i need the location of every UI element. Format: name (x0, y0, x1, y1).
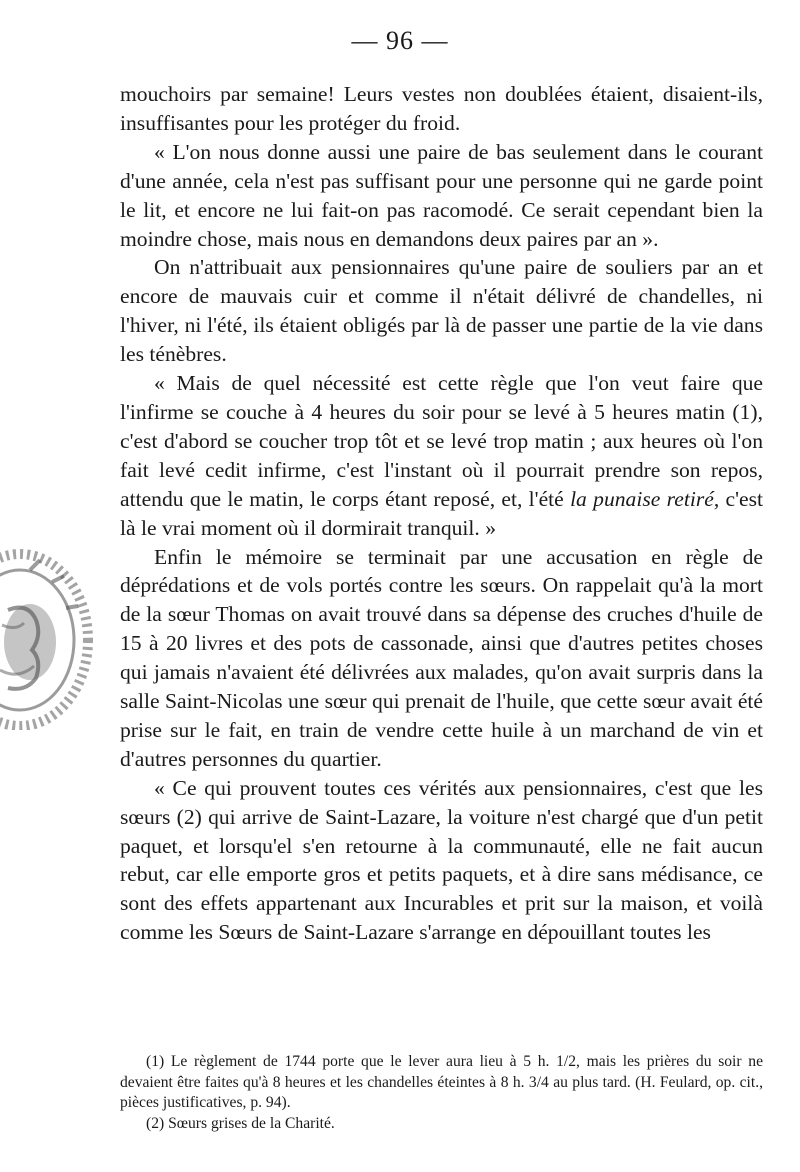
footnotes (120, 1052, 763, 1134)
paragraph-1: mouchoirs par semaine! Leurs vestes non doublées étaient, disaient-ils, insuffisantes pour les protéger du froid. (120, 82, 763, 135)
paragraph-4 (120, 369, 763, 542)
paragraph-4-italic: la punaise retiré (570, 486, 714, 511)
main-text (120, 80, 763, 947)
library-stamp-icon (0, 530, 100, 730)
paragraph-4-part-2: , c'est là le vrai moment où il dormirait tranquil. » (120, 486, 763, 540)
footnote-2: (2) Sœurs grises de la Charité. (146, 1114, 335, 1132)
paragraph-3: On n'attribuait aux pensionnaires qu'une paire de souliers par an et encore de mauvais cuir et comme il n'était délivré de chandelles, ni l'hiver, ni l'été, ils étaient obligés par là de passer une partie de la vie dans les ténèbres. (120, 255, 763, 367)
page-number: — 96 — (351, 26, 449, 55)
paragraph-5: Enfin le mémoire se terminait par une accusation en règle de déprédations et de vols portés contre les sœurs. On rappelait qu'à la mort de la sœur Thomas on avait trouvé dans sa dépense des cruches d'huile de 15 à 20 livres et des pots de cassonade, ainsi que d'autres petites choses qui jamais n'avaient été délivrées aux malades, qu'on avait surpris dans la salle Saint-Nicolas une sœur qui prenait de l'huile, que cette sœur avait été prise sur le fait, en train de vendre cette huile à un marchand de vin et d'autres personnes du quartier. (120, 544, 763, 771)
paragraph-4-part-1: « Mais de quel nécessité est cette règle que l'on veut faire que l'infirme se couche à 4 heures du soir pour se levé à 5 heures matin (1), c'est d'abord se coucher trop tôt et se levé trop matin ; aux heures où l'on fait levé cedit infirme, c'est l'instant où il pourrait prendre son repos, attendu que le matin, le corps étant reposé, et, l'été (120, 371, 763, 511)
paragraph-6: « Ce qui prouvent toutes ces vérités aux pensionnaires, c'est que les sœurs (2) qui arrive de Saint-Lazare, la voiture n'est chargé que d'un petit paquet, et lorsqu'el s'en retourne à la communauté, elle ne fait aucun rebut, car elle emporte gros et petits paquets, et à dire sans médisance, ce sont des effets appartenant aux Incurables et prit sur la maison, et voilà comme les Sœurs de Saint-Lazare s'arrange en dépouillant toutes les (120, 775, 763, 945)
paragraph-2: « L'on nous donne aussi une paire de bas seulement dans le courant d'une année, cela n'est pas suffisant pour une personne qui ne garde point le lit, et encore ne lui fait-on pas racomodé. Ce serait cependant bien la moindre chose, mais nous en demandons deux paires par an ». (120, 139, 763, 251)
footnote-1: (1) Le règlement de 1744 porte que le lever aura lieu à 5 h. 1/2, mais les prières du soir ne devaient être faites qu'à 8 heures et les chandelles éteintes à 8 h. 3/4 au plus tard. (H. Feulard, op. cit., pièces justificatives, p. 94). (120, 1053, 763, 1112)
